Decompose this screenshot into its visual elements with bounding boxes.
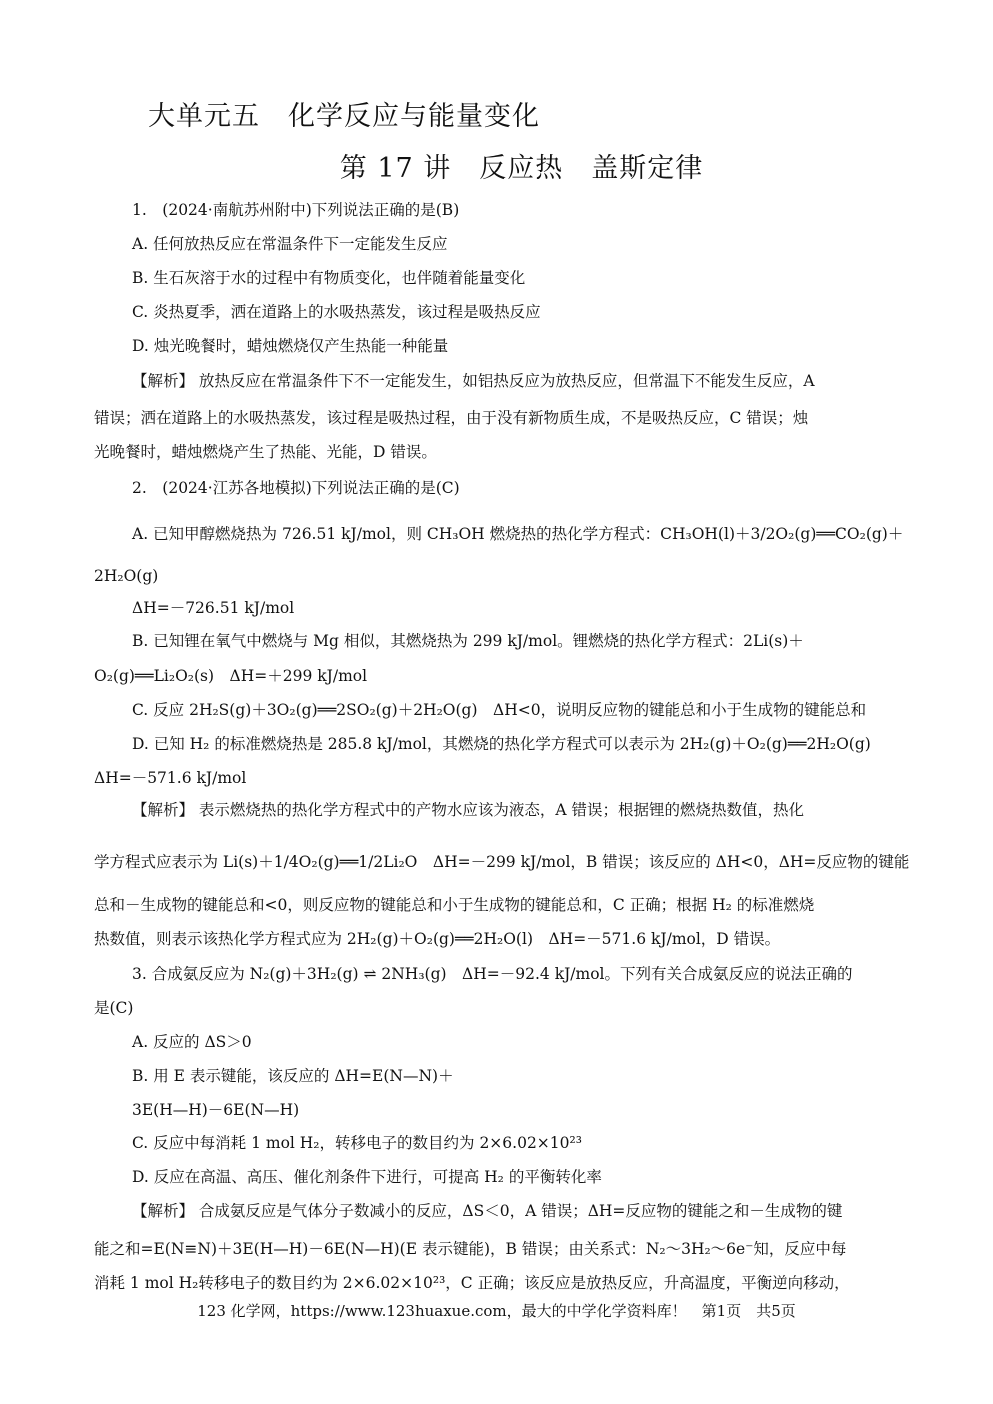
q3-option-a: A. 反应的 ΔS＞0 <box>132 1033 252 1051</box>
q2-option-d-line-1: D. 已知 H₂ 的标准燃烧热是 285.8 kJ/mol，其燃烧的热化学方程式可以表示为 2H₂(g)＋O₂(g)══2H₂O(g) <box>132 735 871 753</box>
q1-option-c: C. 炎热夏季，洒在道路上的水吸热蒸发，该过程是吸热反应 <box>132 303 541 321</box>
q2-option-c: C. 反应 2H₂S(g)＋3O₂(g)══2SO₂(g)＋2H₂O(g) ΔH<0，说明反应物的键能总和小于生成物的键能总和 <box>132 701 867 719</box>
q2-explanation-line-1: 【解析】 表示燃烧热的热化学方程式中的产物水应该为液态，A 错误；根据锂的燃烧热数值，热化 <box>132 801 805 819</box>
q3-option-b-line-1: B. 用 E 表示键能，该反应的 ΔH=E(N—N)＋ <box>132 1067 454 1085</box>
q3-option-b-line-2: 3E(H—H)－6E(N—H) <box>132 1101 300 1119</box>
question-2-stem: 2. (2024·江苏各地模拟)下列说法正确的是(C) <box>132 479 460 497</box>
q2-explanation-line-4: 热数值，则表示该热化学方程式应为 2H₂(g)＋O₂(g)══2H₂O(l) ΔH=－571.6 kJ/mol，D 错误。 <box>94 930 781 948</box>
q1-option-d: D. 烛光晚餐时，蜡烛燃烧仅产生热能一种能量 <box>132 337 449 355</box>
question-1-stem: 1. (2024·南航苏州附中)下列说法正确的是(B) <box>132 201 460 219</box>
q3-option-d: D. 反应在高温、高压、催化剂条件下进行，可提高 H₂ 的平衡转化率 <box>132 1168 602 1186</box>
q2-explanation-line-3: 总和－生成物的键能总和<0，则反应物的键能总和小于生成物的键能总和，C 正确；根据 H₂ 的标准燃烧 <box>94 896 815 914</box>
q1-explanation-line-1: 【解析】 放热反应在常温条件下不一定能发生，如铝热反应为放热反应，但常温下不能发生反应，A <box>132 372 815 390</box>
lesson-title: 第 17 讲 反应热 盖斯定律 <box>339 153 704 184</box>
unit-title: 大单元五 化学反应与能量变化 <box>148 101 540 132</box>
q1-option-a: A. 任何放热反应在常温条件下一定能发生反应 <box>132 235 448 253</box>
q1-option-b: B. 生石灰溶于水的过程中有物质变化，也伴随着能量变化 <box>132 269 526 287</box>
page-footer: 123 化学网，https://www.123huaxue.com，最大的中学化学资料库！ 第1页 共5页 <box>197 1302 796 1320</box>
q2-option-d-line-2: ΔH=－571.6 kJ/mol <box>94 769 247 787</box>
question-3-stem-line-1: 3. 合成氨反应为 N₂(g)＋3H₂(g) ⇌ 2NH₃(g) ΔH=－92.4 kJ/mol。下列有关合成氨反应的说法正确的 <box>132 965 853 983</box>
q2-option-b-line-2: O₂(g)══Li₂O₂(s) ΔH=＋299 kJ/mol <box>94 667 368 685</box>
question-3-stem-line-2: 是(C) <box>94 999 134 1017</box>
q2-option-a-line-1: A. 已知甲醇燃烧热为 726.51 kJ/mol，则 CH₃OH 燃烧热的热化学方程式：CH₃OH(l)＋3/2O₂(g)══CO₂(g)＋ <box>132 525 904 543</box>
q2-explanation-line-2: 学方程式应表示为 Li(s)＋1/4O₂(g)══1/2Li₂O ΔH=－299 kJ/mol，B 错误；该反应的 ΔH<0，ΔH=反应物的键能 <box>94 853 910 871</box>
q2-option-b-line-1: B. 已知锂在氧气中燃烧与 Mg 相似，其燃烧热为 299 kJ/mol。锂燃烧的热化学方程式：2Li(s)＋ <box>132 632 804 650</box>
q1-explanation-line-2: 错误；洒在道路上的水吸热蒸发，该过程是吸热过程，由于没有新物质生成，不是吸热反应，C 错误；烛 <box>94 409 809 427</box>
q3-explanation-line-1: 【解析】 合成氨反应是气体分子数减小的反应，ΔS＜0，A 错误；ΔH=反应物的键能之和－生成物的键 <box>132 1202 843 1220</box>
q3-explanation-line-2: 能之和=E(N≡N)＋3E(H—H)－6E(N—H)(E 表示键能)，B 错误；由关系式：N₂～3H₂～6e⁻知，反应中每 <box>94 1240 847 1258</box>
q1-explanation-line-3: 光晚餐时，蜡烛燃烧产生了热能、光能，D 错误。 <box>94 443 437 461</box>
q2-option-a-line-2: 2H₂O(g) <box>94 567 159 585</box>
q3-option-c: C. 反应中每消耗 1 mol H₂，转移电子的数目约为 2×6.02×10²³ <box>132 1134 582 1152</box>
q3-explanation-line-3: 消耗 1 mol H₂转移电子的数目约为 2×6.02×10²³，C 正确；该反应是放热反应，升高温度，平衡逆向移动， <box>94 1274 850 1292</box>
q2-option-a-line-3: ΔH=－726.51 kJ/mol <box>132 599 295 617</box>
